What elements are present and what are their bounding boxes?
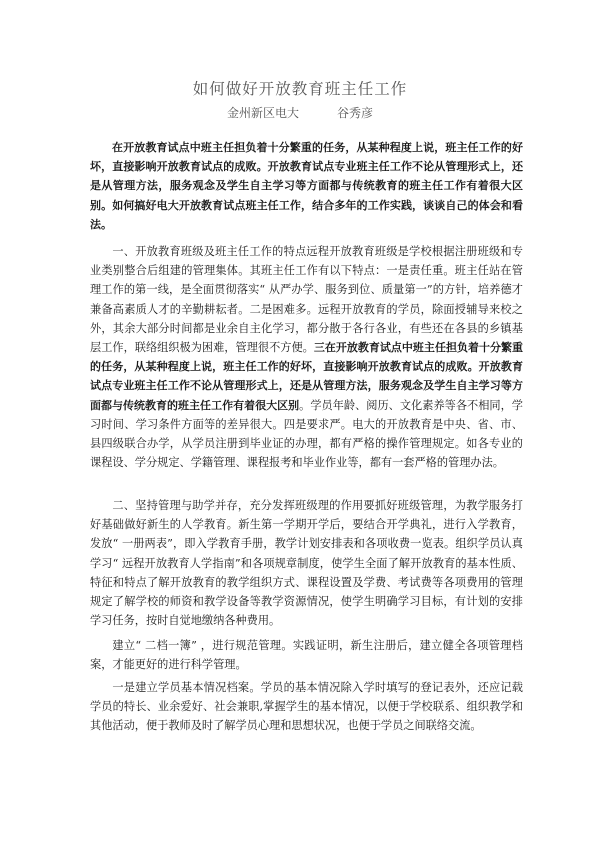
archive-paragraph: 建立“ 二档一簿” ，进行规范管理。实践证明，新生注册后，建立健全各项管理档案，才能更好的进行科学管理。 [90,639,523,672]
section-2-paragraph: 二、坚持管理与助学并存，充分发挥班级理的作用要抓好班级管理，为教学服务打好基础做好新生的人学教育。新生第一学期开学后，要结合开学典礼，进行入学教育，发放“ 一册两表”，即入学教育手册，教学计划安排表和各项收费一览表。组织学员认真学习“ 远程开放教育人学指南”和各项规章制度，使学生全面了解开放教育的基本性质、特征和特点了解开放教育的教学组织方式、课程设置及学费、考试费等各项费用的管理规定了解学校的师资和教学设备等教学资源情况，使学生明确学习目标，有计划的安排学习任务，按时自觉地缴纳各种费用。 [90,499,523,628]
section-1-paragraph [90,242,523,472]
student-record-paragraph: 一是建立学员基本情况档案。学员的基本情况除入学时填写的登记表外，还应记载学员的特长、业余爱好、社会兼职,掌握学生的基本情况，以便于学校联系、组织教学和其他活动，便于教师及时了解学员心理和思想状况，也便于学员之间联络交流。 [90,681,523,733]
section-1-text-bold: 三在开放教育试点中班主任担负着十分繁重的任务，从某种程度上说，班主任工作的好坏，直接影响开放教育试点的成败。开放教育试点专业班主任工作不论从管理形式上，还是从管理方法，服务观念及学生自主学习等方面都与传统教育的班主任工作有着很大区别 [90,341,523,412]
author-org: 金州新区电大 [226,106,299,120]
section-1-text-c: 。学员年龄、阅历、文化素养等各不相同，学习时间、学习条件方面等的差异很大。四是要求严。电大的开放教育是中央、省、市、县四级联合办学，从学员注册到毕业证的办理，都有严格的操作管理规定。如各专业的课程设、学分规定、学籍管理、课程报考和毕业作业等，都有一套严格的管理办法。 [90,398,523,470]
intro-paragraph: 在开放教育试点中班主任担负着十分繁重的任务，从某种程度上说，班主任工作的好坏，直接影响开放教育试点的成败。开放教育试点专业班主任工作不论从管理形式上，还是从管理方法，服务观念及学生自主学习等方面都与传统教育的班主任工作有着很大区别。如何搞好电大开放教育试点班主任工作，结合多年的工作实践，谈谈自己的体会和看法。 [90,141,523,231]
section-1-text-a: 一、开放教育班级及班主任工作的特点远程开放教育班级是学校根据注册班级和专业类别整合后组建的管理集体。其班主任工作有以下特点：一是责任重。班主任站在管理工作的第一线，是全面贯彻落实“ 从严办学、服务到位、质量第一”的方针，培养德才兼备高素质人才的辛勤耕耘者。二是困难多。远程开放教育的学员，除面授辅导来校之外，其余大部分时间都是业余自主化学习，都分散于各行各业，有些还在各县的乡镇基层工作，联络组织极为困难，管理很不方便。 [90,245,523,355]
byline [0,104,600,121]
author-name: 谷秀彦 [337,106,374,120]
page-title: 如何做好开放教育班主任工作 [192,80,408,98]
